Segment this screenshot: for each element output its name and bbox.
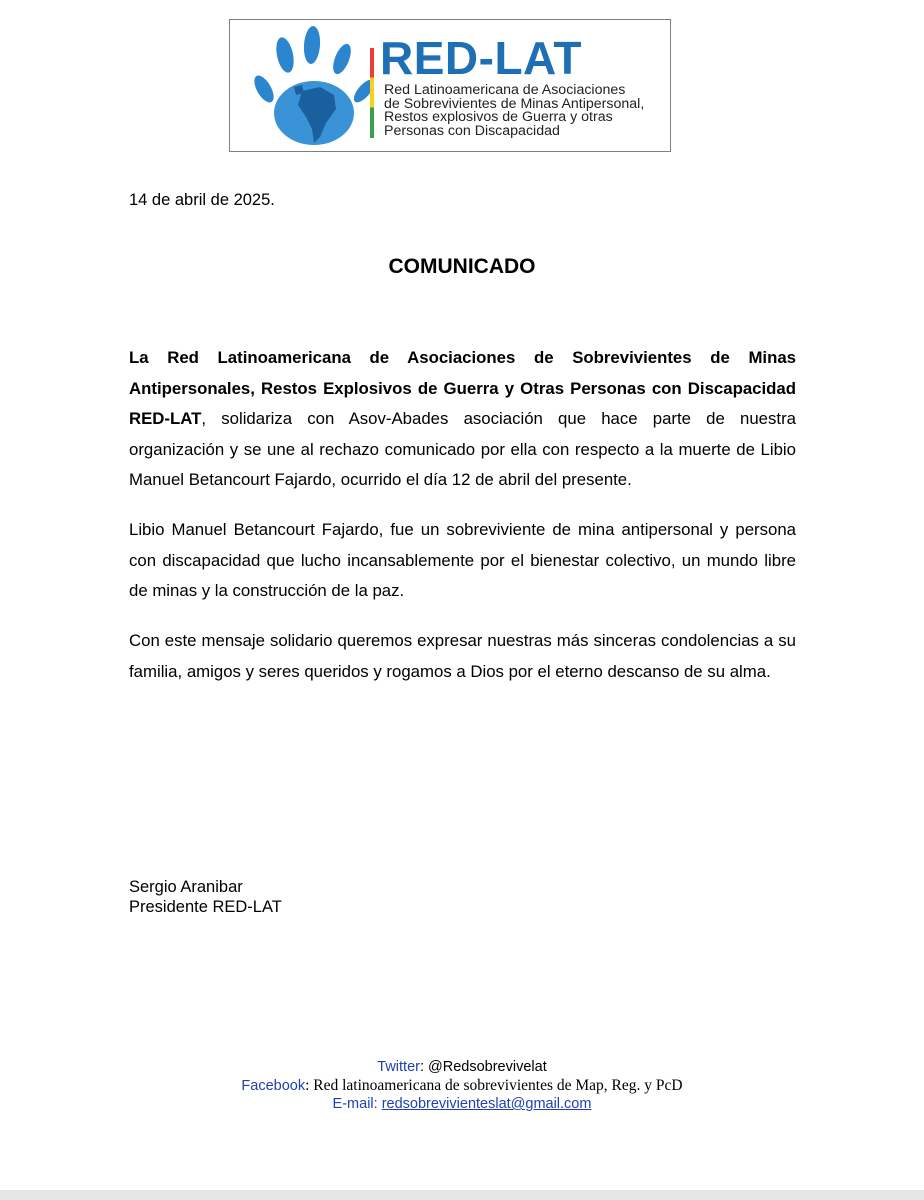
paragraph-1-bold-lead: La Red Latinoamericana de Asociaciones de Sobrevivientes de Minas Antipersonales, Restos Explosivos de Guerra y Otras Personas con Discapacidad RED-LAT (129, 348, 796, 428)
signer-name: Sergio Aranibar (129, 878, 243, 896)
footer-email (0, 1095, 924, 1114)
org-full-name-line: de Sobrevivientes de Minas Antipersonal, (384, 95, 645, 112)
paragraph-1 (129, 343, 796, 496)
footer-facebook (0, 1077, 924, 1096)
org-short-name: RED-LAT (380, 32, 582, 84)
hand-logo-icon (250, 25, 378, 149)
signature-block (129, 877, 282, 917)
footer-contact (0, 1058, 924, 1114)
header-logo-box (229, 19, 671, 152)
paragraph-1-rest: , solidariza con Asov-Abades asociación que hace parte de nuestra organización y se une al rechazo comunicado por ella con respecto a la muerte de Libio Manuel Betancourt Fajardo, ocurrido el día 12 de abril del presente. (129, 409, 796, 489)
signer-title: Presidente RED-LAT (129, 898, 282, 916)
org-full-name-line: Red Latinoamericana de Asociaciones (384, 82, 626, 98)
org-full-name-line: Restos explosivos de Guerra y otras (384, 109, 613, 125)
email-separator: : (373, 1096, 382, 1112)
page-bottom-edge (0, 1190, 924, 1200)
footer-twitter (0, 1058, 924, 1077)
flag-stripe (370, 48, 374, 138)
paragraph-3: Con este mensaje solidario queremos expresar nuestras más sinceras condolencias a su familia, amigos y seres queridos y rogamos a Dios por el eterno descanso de su alma. (129, 631, 796, 681)
facebook-page-name: : Red latinoamericana de sobrevivientes de Map, Reg. y PcD (305, 1076, 683, 1094)
twitter-label: Twitter (377, 1059, 420, 1075)
document-title: COMUNICADO (388, 255, 536, 278)
paragraph-2: Libio Manuel Betancourt Fajardo, fue un sobreviviente de mina antipersonal y persona con discapacidad que lucho incansablemente por el bienestar colectivo, un mundo libre de minas y la construcción de la paz. (129, 520, 796, 600)
letter-date: 14 de abril de 2025. (129, 191, 275, 209)
twitter-handle: : @Redsobrevivelat (419, 1059, 547, 1075)
email-link[interactable]: redsobrevivienteslat@gmail.com (381, 1096, 592, 1112)
org-full-name-line: Personas con Discapacidad (384, 122, 560, 139)
facebook-label: Facebook (241, 1077, 306, 1094)
org-full-name (384, 84, 669, 138)
email-label: E-mail (332, 1096, 374, 1112)
